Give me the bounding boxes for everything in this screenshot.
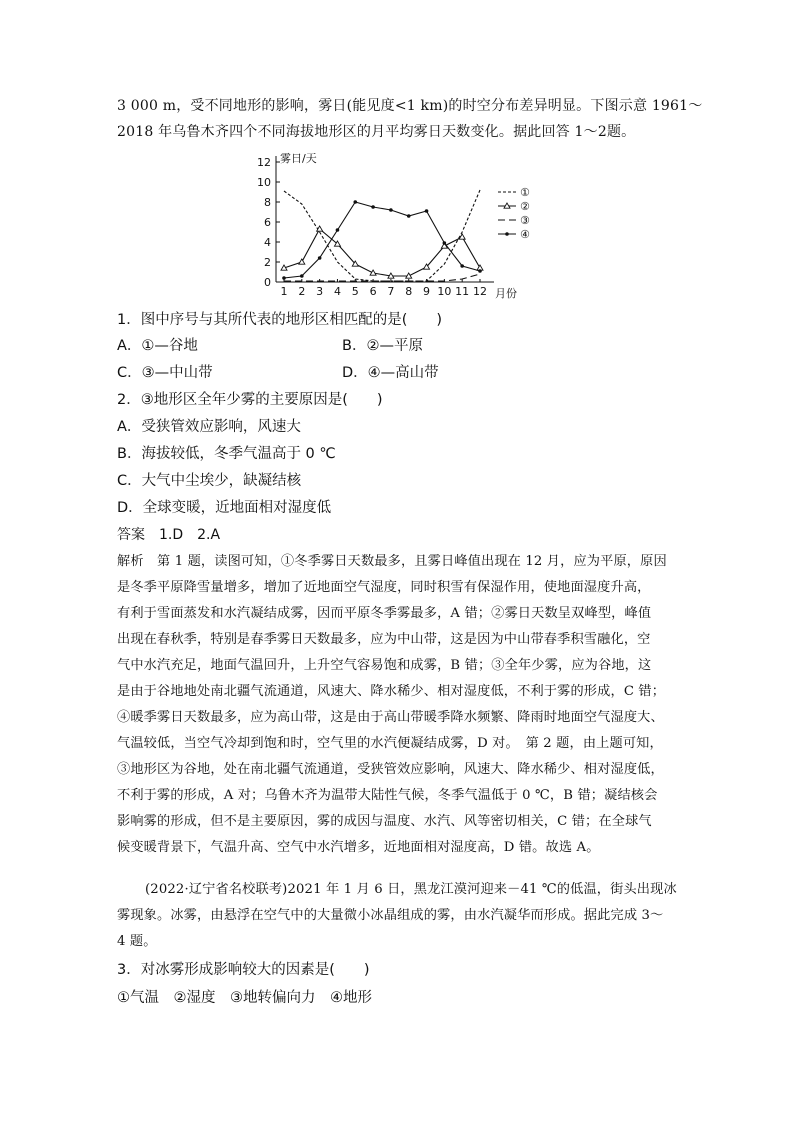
question-1-option-b: B．②—平原	[342, 338, 423, 354]
data-point-dot	[371, 205, 375, 209]
question-1-stem: 1．图中序号与其所代表的地形区相匹配的是( )	[117, 312, 443, 328]
analysis-line: 影响雾的形成，但不是主要原因，雾的成因与温度、水汽、风等密切相关，C 错；在全球气	[117, 814, 652, 829]
x-tick-label: 12	[473, 285, 487, 298]
passage-2-line-1: (2022·辽宁省名校联考)2021 年 1 月 6 日，黑龙江漠河迎来－41 ℃的低温，街头出现冰	[145, 882, 677, 897]
y-axis-label: 雾日/天	[280, 152, 317, 165]
y-tick-label: 6	[264, 216, 271, 229]
legend-label: ①	[520, 186, 530, 199]
analysis-line: 出现在春秋季，特别是春季雾日天数最多，应为中山带，这是因为中山带春季积雪融化，空	[117, 632, 651, 647]
data-point-dot	[389, 208, 393, 212]
intro-line-1: 3 000 m，受不同地形的影响，雾日(能见度<1 km)的时空分布差异明显。下图示意 1961～	[117, 98, 703, 114]
data-point-dot	[425, 209, 429, 213]
data-point-dot	[443, 241, 447, 245]
question-3-stem: 3．对冰雾形成影响较大的因素是( )	[117, 962, 370, 978]
x-tick-label: 6	[369, 285, 377, 298]
data-point-dot	[300, 274, 304, 278]
y-tick-label: 0	[264, 276, 271, 289]
data-point-dot	[318, 256, 322, 260]
legend-label: ②	[520, 200, 530, 213]
analysis-line: ④暖季雾日天数最多，应为高山带，这是由于高山带暖季降水频繁、降雨时地面空气湿度大、	[117, 710, 664, 725]
analysis-line: ③地形区为谷地，处在南北疆气流通道，受狭管效应影响，风速大、降水稀少、相对湿度低，	[117, 762, 664, 777]
y-tick-label: 12	[257, 156, 271, 169]
y-tick-label: 4	[264, 236, 271, 249]
chart-legend	[498, 186, 530, 241]
x-tick-label: 9	[423, 285, 431, 298]
x-tick-label: 5	[351, 285, 359, 298]
question-2-stem: 2．③地形区全年少雾的主要原因是( )	[117, 392, 383, 408]
question-2-option-a: A．受狭管效应影响，风速大	[117, 419, 301, 435]
x-tick-label: 1	[280, 285, 288, 298]
analysis-line: 是冬季平原降雪量增多，增加了近地面空气湿度，同时积雪有保湿作用，使地面湿度升高，	[117, 580, 651, 595]
analysis-line: 气中水汽充足，地面气温回升，上升空气容易饱和成雾，B 错；③全年少雾，应为谷地，这	[117, 658, 652, 673]
data-point-dot	[353, 200, 357, 204]
answer-line: 答案 1.D 2.A	[117, 527, 221, 543]
data-point-triangle	[370, 270, 376, 275]
intro-line-2: 2018 年乌鲁木齐四个不同海拔地形区的月平均雾日天数变化。据此回答 1～2题。	[117, 124, 636, 140]
x-tick-label: 4	[333, 285, 341, 298]
analysis-line: 气温较低，当空气冷却到饱和时，空气里的水汽便凝结成雾，D 对。 第 2 题，由上题可知，	[117, 736, 663, 751]
data-point-triangle	[299, 259, 305, 264]
x-tick-label: 2	[298, 285, 306, 298]
data-point-dot	[336, 228, 340, 232]
analysis-line: 不利于雾的形成，A 对；乌鲁木齐为温带大陆性气候，冬季气温低于 0 ℃，B 错；凝结核会	[117, 788, 658, 803]
data-point-dot	[407, 214, 411, 218]
question-1-option-d: D．④—高山带	[342, 365, 439, 381]
question-2-option-c: C．大气中尘埃少，缺凝结核	[117, 473, 302, 489]
analysis-line: 解析 第 1 题，读图可知，①冬季雾日天数最多，且雾日峰值出现在 12 月，应为平原，原因	[117, 554, 667, 569]
y-tick-label: 10	[257, 176, 271, 189]
x-tick-label: 11	[455, 285, 470, 298]
data-point-dot	[282, 276, 286, 280]
series-line	[284, 190, 480, 281]
question-2-option-d: D．全球变暖，近地面相对湿度低	[117, 500, 332, 516]
y-tick-label: 8	[264, 196, 271, 209]
x-tick-label: 8	[405, 285, 413, 298]
legend-label: ④	[520, 228, 530, 241]
question-3-options: ①气温 ②湿度 ③地转偏向力 ④地形	[117, 990, 372, 1006]
y-tick-label: 2	[264, 256, 271, 269]
legend-label: ③	[520, 214, 530, 227]
x-tick-label: 7	[387, 285, 395, 298]
analysis-line: 是由于谷地地处南北疆气流通道，风速大、降水稀少、相对湿度低，不利于雾的形成，C 错；	[117, 684, 666, 699]
passage-2-line-3: 4 题。	[117, 934, 157, 949]
chart-series	[281, 190, 483, 281]
data-point-dot	[478, 269, 482, 273]
analysis-line: 候变暖背景下，气温升高、空气中水汽增多，近地面相对湿度高，D 错。故选 A。	[117, 840, 600, 855]
legend-marker-dot	[505, 232, 509, 236]
series-line	[284, 229, 480, 276]
question-1-option-c: C．③—中山带	[117, 365, 213, 381]
x-tick-label: 10	[437, 285, 452, 298]
x-axis-label: 月份	[495, 287, 517, 300]
fog-days-chart	[240, 148, 550, 306]
x-tick-label: 3	[316, 285, 324, 298]
passage-2-line-2: 雾现象。冰雾，由悬浮在空气中的大量微小冰晶组成的雾，由水汽凝华而形成。据此完成 3～	[117, 908, 664, 923]
data-point-dot	[460, 264, 464, 268]
question-1-option-a: A．①—谷地	[117, 338, 198, 354]
analysis-line: 有利于雪面蒸发和水汽凝结成雾，因而平原冬季雾最多，A 错；②雾日天数呈双峰型，峰值	[117, 606, 652, 621]
question-2-option-b: B．海拔较低，冬季气温高于 0 ℃	[117, 446, 336, 462]
